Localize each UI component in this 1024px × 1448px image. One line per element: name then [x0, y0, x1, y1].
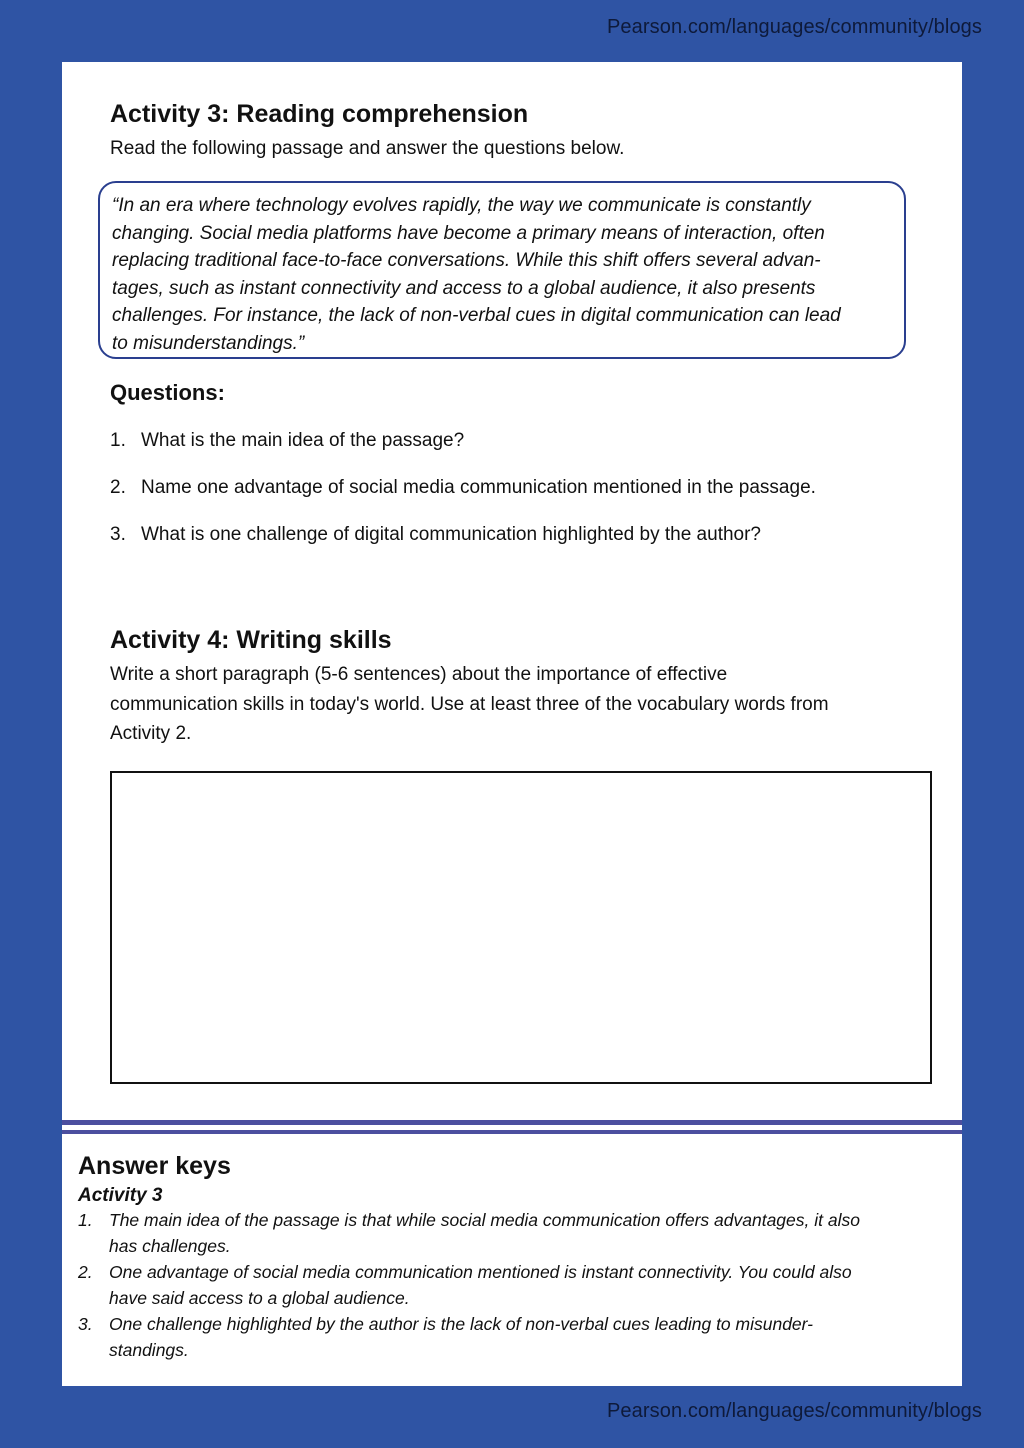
answer-line: One advantage of social media communication mentioned is instant connectivity. You could also	[109, 1262, 852, 1282]
worksheet-page	[62, 62, 962, 1386]
activity-4-title: Activity 4: Writing skills	[110, 626, 392, 654]
question-number: 3.	[110, 524, 126, 545]
answer-line: One challenge highlighted by the author is the lack of non-verbal cues leading to misunder-	[109, 1314, 814, 1334]
question-item	[110, 477, 932, 524]
instruction-line: Write a short paragraph (5-6 sentences) about the importance of effective	[110, 664, 728, 685]
answer-keys-subtitle: Activity 3	[78, 1185, 163, 1206]
passage-line: “In an era where technology evolves rapidly, the way we communicate is constantly	[112, 195, 811, 216]
answer-line: standings.	[109, 1340, 189, 1360]
passage-line: tages, such as instant connectivity and access to a global audience, it also presents	[112, 277, 816, 299]
answer-number: 1.	[78, 1210, 93, 1230]
answer-item	[78, 1259, 938, 1311]
activity-3-instruction: Read the following passage and answer the questions below.	[110, 138, 625, 159]
question-item	[110, 430, 932, 477]
question-item	[110, 524, 932, 571]
answer-list	[78, 1207, 938, 1363]
answer-item	[78, 1311, 938, 1363]
answer-line: The main idea of the passage is that while social media communication offers advantages, it also	[109, 1210, 860, 1230]
questions-list	[110, 430, 932, 571]
section-divider-bottom	[62, 1130, 962, 1134]
question-text: Name one advantage of social media communication mentioned in the passage.	[141, 477, 816, 498]
instruction-line: Activity 2.	[110, 723, 192, 744]
section-divider-top	[62, 1120, 962, 1125]
header-url: Pearson.com/languages/community/blogs	[606, 16, 982, 38]
question-text: What is the main idea of the passage?	[141, 430, 465, 451]
instruction-line: communication skills in today's world. Use at least three of the vocabulary words from	[110, 693, 829, 715]
passage-line: challenges. For instance, the lack of non-verbal cues in digital communication can lead	[112, 305, 841, 326]
footer-url: Pearson.com/languages/community/blogs	[606, 1400, 982, 1422]
answer-number: 3.	[78, 1314, 93, 1334]
passage-line: changing. Social media platforms have become a primary means of interaction, often	[112, 222, 825, 244]
answer-line: have said access to a global audience.	[109, 1288, 410, 1308]
answer-number: 2.	[78, 1262, 93, 1282]
passage-line: to misunderstandings.”	[112, 332, 305, 354]
writing-answer-box[interactable]	[110, 771, 932, 1084]
question-number: 2.	[110, 477, 126, 498]
answer-line: has challenges.	[109, 1236, 231, 1256]
question-text: What is one challenge of digital communication highlighted by the author?	[141, 524, 761, 545]
reading-passage	[98, 181, 906, 359]
questions-heading: Questions:	[110, 380, 225, 405]
answer-item	[78, 1207, 938, 1259]
activity-3-title: Activity 3: Reading comprehension	[110, 100, 529, 128]
passage-line: replacing traditional face-to-face conversations. While this shift offers several advan-	[112, 250, 821, 271]
question-number: 1.	[110, 430, 126, 451]
answer-keys-section	[78, 1152, 938, 1363]
answer-keys-title: Answer keys	[78, 1152, 231, 1180]
activity-4-instruction	[110, 660, 932, 749]
